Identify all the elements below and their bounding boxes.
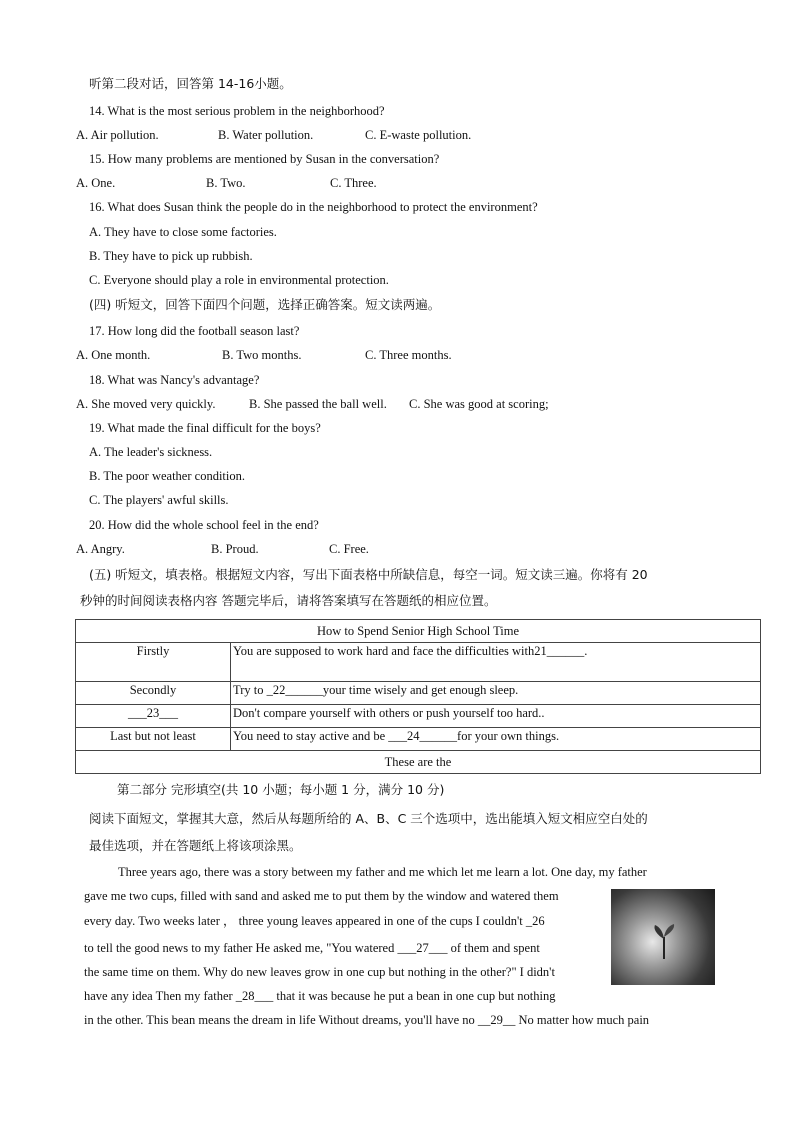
table-row: [76, 705, 761, 728]
q17-option-a: A. One month.: [76, 348, 151, 362]
q14-option-c: C. E-waste pollution.: [365, 128, 472, 142]
q18-option-b: B. She passed the ball well.: [249, 397, 387, 411]
passage-line: gave me two cups, filled with sand and asked me to put them by the window and watered them: [84, 889, 559, 903]
section4-heading: (四) 听短文，回答下面四个问题，选择正确答案。短文读两遍。: [89, 297, 441, 312]
table-title: How to Spend Senior High School Time: [76, 620, 761, 643]
cloze-instructions-line1: 阅读下面短文，掌握其大意，然后从每题所给的 A、B、C 三个选项中，选出能填入短文相应空白处的: [89, 811, 648, 826]
section5-instructions-line2: 秒钟的时间阅读表格内容 答题完毕后，请将答案填写在答题纸的相应位置。: [80, 593, 497, 608]
q20-stem: 20. How did the whole school feel in the end?: [89, 518, 319, 532]
cloze-instructions-line2: 最佳选项，并在答题纸上将该项涂黑。: [89, 838, 302, 853]
q17-option-b: B. Two months.: [222, 348, 302, 362]
row-text: Try to _22______your time wisely and get enough sleep.: [231, 682, 761, 705]
listening-fill-table: [75, 619, 761, 774]
sprout-photo: [611, 889, 715, 985]
table-footer: These are the: [76, 751, 761, 774]
q15-stem: 15. How many problems are mentioned by Susan in the conversation?: [89, 152, 440, 166]
q18-option-c: C. She was good at scoring;: [409, 397, 549, 411]
row-label: Last but not least: [76, 728, 231, 751]
table-row: [76, 643, 761, 682]
sprout-icon: [649, 919, 679, 959]
q14-option-a: A. Air pollution.: [76, 128, 159, 142]
passage-line: to tell the good news to my father He asked me, "You watered ___27___ of them and spent: [84, 941, 540, 955]
q15-option-a: A. One.: [76, 176, 116, 190]
q17-option-c: C. Three months.: [365, 348, 452, 362]
section5-instructions-line1: (五) 听短文，填表格。根据短文内容，写出下面表格中所缺信息，每空一词。短文读三遍。你将有 20: [89, 567, 648, 582]
q16-stem: 16. What does Susan think the people do in the neighborhood to protect the environment?: [89, 200, 538, 214]
row-label: Secondly: [76, 682, 231, 705]
row-text: Don't compare yourself with others or push yourself too hard..: [231, 705, 761, 728]
q14-stem: 14. What is the most serious problem in the neighborhood?: [89, 104, 385, 118]
q15-option-b: B. Two.: [206, 176, 246, 190]
q16-option-c: C. Everyone should play a role in environmental protection.: [89, 273, 389, 287]
q18-option-a: A. She moved very quickly.: [76, 397, 216, 411]
row-text: You need to stay active and be ___24______for your own things.: [231, 728, 761, 751]
q14-option-b: B. Water pollution.: [218, 128, 314, 142]
passage-line: every day. Two weeks later ， three young leaves appeared in one of the cups I couldn't _26: [84, 914, 545, 928]
table-title-row: [76, 620, 761, 643]
q20-option-b: B. Proud.: [211, 542, 259, 556]
passage-line: in the other. This bean means the dream in life Without dreams, you'll have no __29__ No matter how much pain: [84, 1013, 650, 1027]
q19-option-a: A. The leader's sickness.: [89, 445, 213, 459]
row-label: Firstly: [76, 643, 231, 682]
table-row: [76, 682, 761, 705]
cloze-section-heading: 第二部分 完形填空(共 10 小题；每小题 1 分，满分 10 分): [117, 782, 445, 797]
q15-option-c: C. Three.: [330, 176, 377, 190]
passage-line: have any idea Then my father _28___ that it was because he put a bean in one cup but nothing: [84, 989, 556, 1003]
q18-stem: 18. What was Nancy's advantage?: [89, 373, 260, 387]
q20-option-a: A. Angry.: [76, 542, 125, 556]
table-footer-row: [76, 751, 761, 774]
q16-option-b: B. They have to pick up rubbish.: [89, 249, 253, 263]
part2-heading: 听第二段对话，回答第 14-16小题。: [89, 76, 292, 91]
q17-stem: 17. How long did the football season last?: [89, 324, 300, 338]
q20-option-c: C. Free.: [329, 542, 369, 556]
row-text: You are supposed to work hard and face the difficulties with21______.: [231, 643, 761, 682]
q19-stem: 19. What made the final difficult for the boys?: [89, 421, 321, 435]
table-row: [76, 728, 761, 751]
passage-line: Three years ago, there was a story between my father and me which let me learn a lot. One day, my father: [118, 865, 647, 879]
row-label: ___23___: [76, 705, 231, 728]
q19-option-c: C. The players' awful skills.: [89, 493, 229, 507]
passage-line: the same time on them. Why do new leaves grow in one cup but nothing in the other?" I didn't: [84, 965, 555, 979]
q19-option-b: B. The poor weather condition.: [89, 469, 245, 483]
q16-option-a: A. They have to close some factories.: [89, 225, 277, 239]
